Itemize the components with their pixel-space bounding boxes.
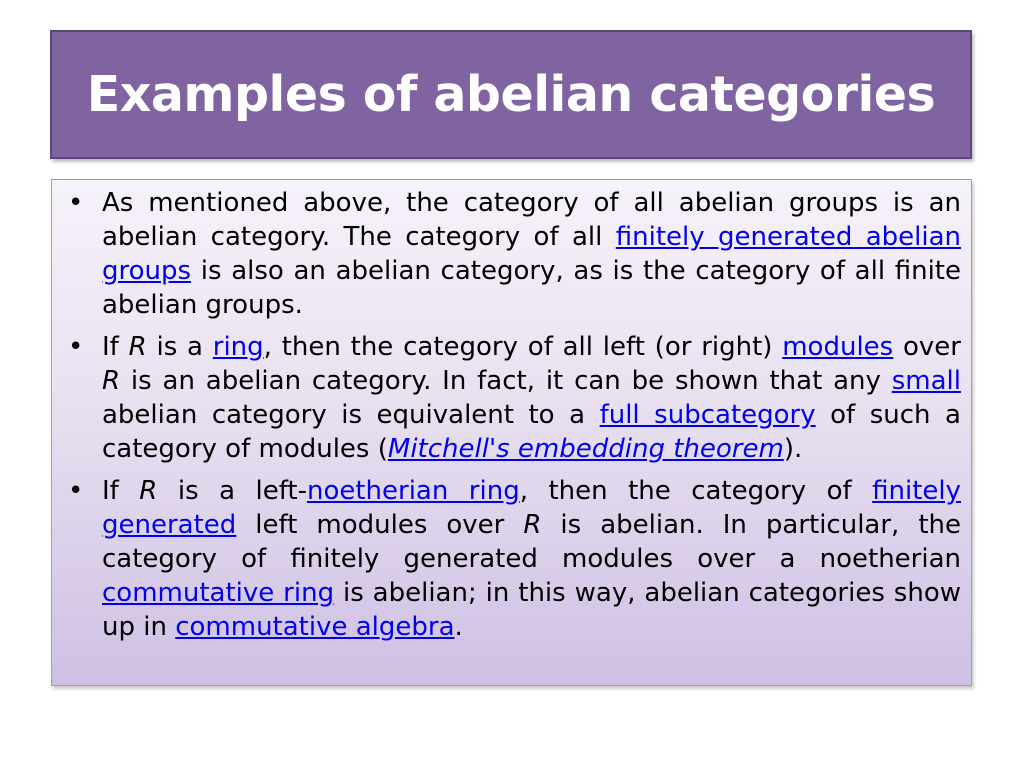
- bullet-text: is also an abelian category, as is the category of all finite abelian groups.: [102, 256, 961, 320]
- link-finitely-generated-abelian-groups[interactable]: finitely generated abelian groups: [102, 222, 961, 286]
- slide-title: Examples of abelian categories: [86, 66, 936, 123]
- bullet-text: , then the category of all left (or right): [263, 332, 783, 362]
- link-finitely-generated[interactable]: finitely generated: [102, 476, 961, 540]
- title-banner: [50, 30, 972, 159]
- bullet-item-abelian-groups: [66, 186, 961, 322]
- bullet-text: , then the category of: [519, 476, 873, 506]
- bullet-list: [66, 186, 961, 644]
- bullet-text: is a: [146, 332, 213, 362]
- bullet-text: If: [102, 476, 140, 506]
- bullet-text: is abelian. In particular, the category of finitely generated modules over a noetherian: [102, 510, 961, 574]
- bullet-text: is an abelian category. In fact, it can be shown that any: [120, 366, 892, 396]
- bullet-text: over: [893, 332, 961, 362]
- bullet-text: ).: [783, 434, 803, 464]
- link-commutative-ring[interactable]: commutative ring: [102, 578, 335, 608]
- bullet-text: If: [102, 332, 129, 362]
- link-small[interactable]: small: [891, 366, 961, 396]
- bullet-text: is a left-: [157, 476, 307, 506]
- link-full-subcategory[interactable]: full subcategory: [599, 400, 816, 430]
- bullet-text: As mentioned above, the category of all abelian groups is an abelian category. The category of all: [102, 188, 961, 252]
- bullet-text: left modules over: [236, 510, 524, 540]
- link-noetherian-ring[interactable]: noetherian ring: [306, 476, 520, 506]
- bullet-item-noetherian: [66, 474, 961, 644]
- variable-r: R: [102, 366, 121, 396]
- variable-r: R: [139, 476, 158, 506]
- bullet-text: abelian category is equivalent to a: [102, 400, 600, 430]
- bullet-text: .: [454, 612, 463, 642]
- bullet-item-modules: [66, 330, 961, 466]
- variable-r: R: [523, 510, 542, 540]
- link-modules[interactable]: modules: [782, 332, 894, 362]
- link-mitchells-embedding-theorem[interactable]: Mitchell's embedding theorem: [387, 434, 784, 464]
- content-panel: [51, 179, 972, 686]
- variable-r: R: [128, 332, 147, 362]
- link-ring[interactable]: ring: [212, 332, 264, 362]
- link-commutative-algebra[interactable]: commutative algebra: [175, 612, 455, 642]
- bullet-text: of such a category of modules (: [102, 400, 961, 464]
- bullet-text: is abelian; in this way, abelian categories show up in: [102, 578, 961, 642]
